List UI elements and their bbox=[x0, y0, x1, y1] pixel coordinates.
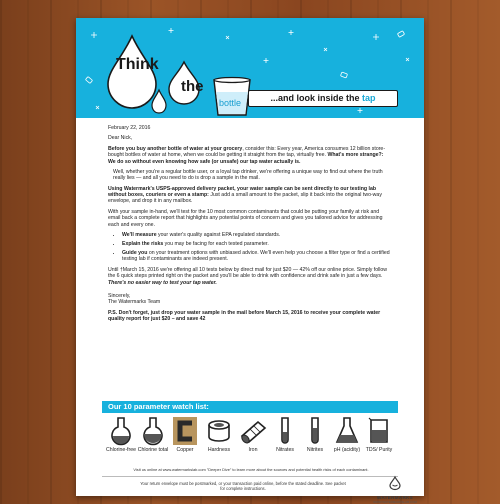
param-label: Chlorine-free bbox=[106, 447, 136, 453]
bullet-text: on your treatment options with unbiased advice. We'll even help you choose a filter type or find a certified testing lab if contaminants are indeed present. bbox=[122, 250, 390, 263]
p5-text: Until †March 15, 2016 we're offering all 10 tests below by direct mail for just $20 — 42% off our online price. Simply follow the 6 quick steps printed right on the packet and you'll be able to drink with confidence and drink safe in just a few days. bbox=[108, 266, 388, 280]
letter-signature: The Watermarks Team bbox=[108, 299, 161, 306]
param-label: Copper bbox=[176, 447, 194, 453]
param-copper bbox=[170, 416, 200, 464]
erlenmeyer-flask-icon bbox=[334, 416, 360, 446]
copper-symbol-icon bbox=[172, 416, 198, 446]
logo-name: WATERMARKS bbox=[376, 495, 414, 500]
p1-text: , consider this: Every year, America consumes 12 billion store-bought bottles of water at home, when we could be getting it straight from the tap, virtually free. bbox=[108, 145, 386, 159]
param-label: Iron bbox=[248, 447, 258, 453]
header-word-think: Think bbox=[116, 56, 159, 73]
param-label: TDS/ Purity bbox=[365, 447, 393, 453]
benefits-list bbox=[108, 232, 392, 263]
param-label: Nitrates bbox=[276, 447, 294, 453]
param-hardness bbox=[204, 416, 234, 464]
bullet-lead: We'll measure bbox=[122, 231, 157, 238]
water-glass-icon bbox=[214, 78, 250, 116]
param-label: Chlorine total bbox=[137, 447, 169, 453]
param-ph bbox=[332, 416, 362, 464]
paragraph-5 bbox=[108, 267, 392, 286]
header-word-the: the bbox=[181, 78, 204, 95]
watermarks-logo bbox=[372, 476, 418, 504]
letter-date: February 22, 2016 bbox=[108, 125, 151, 131]
header-banner bbox=[76, 18, 424, 118]
letter-body bbox=[108, 125, 392, 326]
bullet-text: your water's quality against EPA regulated standards. bbox=[156, 231, 281, 238]
param-label: Nitrites bbox=[306, 447, 324, 453]
bullet-lead: Guide you bbox=[122, 250, 148, 257]
test-tube-icon bbox=[302, 416, 328, 446]
postscript bbox=[108, 310, 392, 323]
paragraph-4: With your sample in-hand, we'll test for the 10 most common contaminants that could be putting your family at risk and email back a complete report that highlights any potential points of concern and gives you tailored advice for addressing each and every one. bbox=[108, 208, 383, 228]
list-item bbox=[122, 232, 392, 238]
tagline-text: ...and look inside the bbox=[270, 93, 362, 103]
flyer-page bbox=[76, 18, 424, 504]
param-nitrates bbox=[270, 416, 300, 464]
p3-lead: Using Watermark's USPS-approved delivery packet, your water sample can be sent directly to our testing lab without boxes, couriers or even a stamp: bbox=[108, 185, 376, 199]
return-envelope-note: Your return envelope must be postmarked, or your transaction paid online, before the stated deadline. See packet for complete instructions. bbox=[140, 481, 346, 491]
logo-url: WWW.WATERMARKSLAB.COM bbox=[373, 500, 417, 504]
bullet-lead: Explain the risks bbox=[122, 241, 164, 248]
p3-text: Just add a small amount to the packet, slip it back into the original two-way envelope, and drop it in any mailbox. bbox=[108, 192, 382, 205]
letter-closing: Sincerely, bbox=[108, 292, 131, 299]
round-flask-icon bbox=[140, 416, 166, 446]
header-word-bottle: bottle bbox=[219, 98, 242, 108]
droplet-logo-icon bbox=[388, 476, 402, 490]
p1-lead: Before you buy another bottle of water at your grocery bbox=[108, 145, 243, 152]
watch-list-title: Our 10 parameter watch list: bbox=[102, 401, 398, 413]
cylinder-icon bbox=[206, 416, 232, 446]
param-tds-purity bbox=[364, 416, 394, 464]
bullet-text: you may be facing for each tested parameter. bbox=[163, 241, 269, 248]
param-iron bbox=[238, 416, 268, 464]
param-nitrites bbox=[300, 416, 330, 464]
param-chlorine-free bbox=[106, 416, 136, 464]
pipe-icon bbox=[238, 416, 268, 446]
p1-question: What's more strange?: We do so without even knowing how safe (or unsafe) our tap water actually is. bbox=[108, 152, 384, 165]
test-tube-icon bbox=[272, 416, 298, 446]
beaker-icon bbox=[366, 416, 392, 446]
footer-divider bbox=[102, 476, 398, 477]
tagline-tap-word: tap bbox=[362, 93, 376, 103]
letter-greeting: Dear Nick, bbox=[108, 135, 133, 142]
param-label: Hardness bbox=[207, 447, 231, 453]
postscript-text: P.S. Don't forget, just drop your water sample in the mail before March 15, 2016 to receive your complete water quality report for just $20 – and save 42 bbox=[108, 309, 381, 322]
round-flask-icon bbox=[108, 416, 134, 446]
paragraph-1 bbox=[108, 146, 392, 165]
paragraph-3 bbox=[108, 186, 392, 205]
param-label: pH (acidity) bbox=[333, 447, 361, 453]
param-chlorine-total bbox=[138, 416, 168, 464]
paragraph-2: Well, whether you're a regular bottle user, or a loyal tap drinker, we're offering a unique way to find out where the truth really lies — and all you need to do is drop a sample in the mail. bbox=[113, 169, 383, 182]
header-word-outside: outside bbox=[119, 75, 144, 84]
list-item bbox=[122, 250, 392, 263]
parameter-icons-row bbox=[102, 416, 398, 464]
header-tagline bbox=[248, 90, 398, 107]
list-item bbox=[122, 241, 392, 247]
p5-emphasis: There's no easier way to test your tap water. bbox=[108, 279, 217, 286]
visit-website-note: Visit us online at www.watermarkslab.com "Deeper Dive" to learn more about the sources and potential health risks of each contaminant. bbox=[133, 467, 369, 472]
